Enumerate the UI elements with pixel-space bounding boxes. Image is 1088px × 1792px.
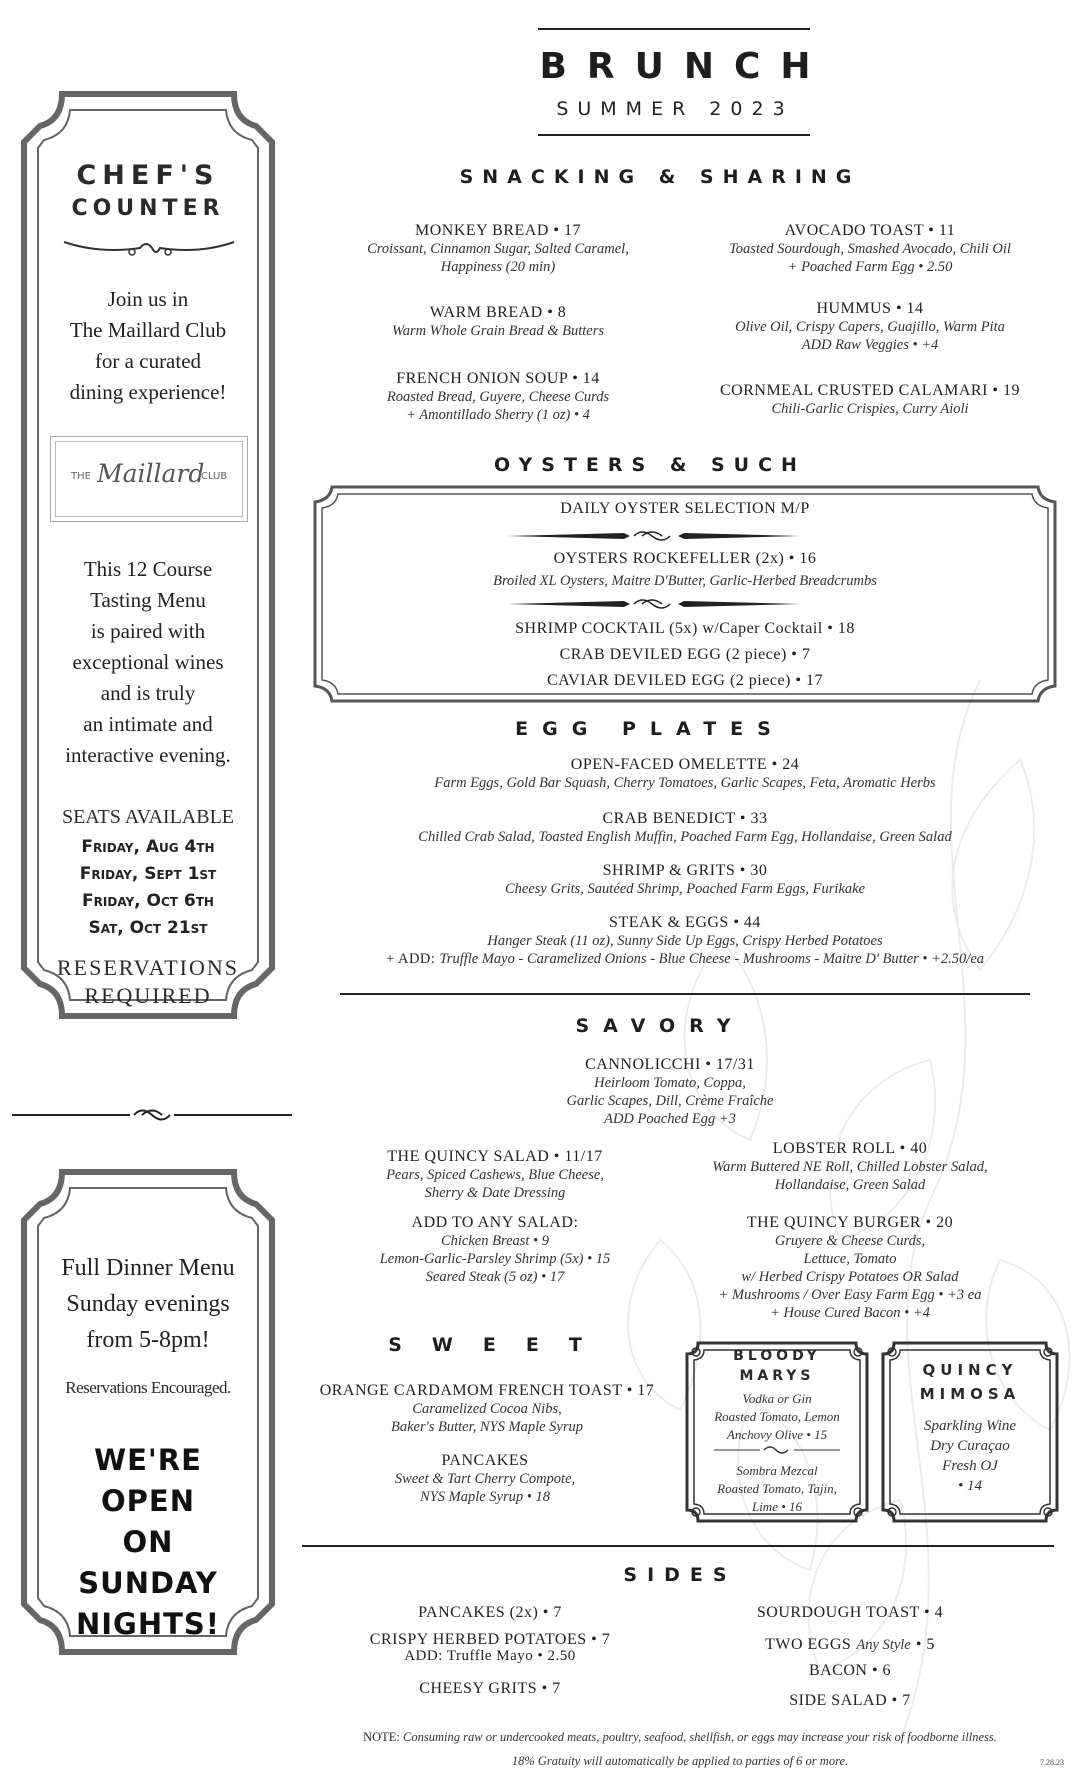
open-line: ON <box>122 1525 174 1559</box>
title-line: MARYS <box>739 1368 815 1384</box>
item-desc: Olive Oil, Crispy Capers, Guajillo, Warm Pita <box>735 319 1005 335</box>
oyster-divider-1 <box>504 528 804 544</box>
menu-item-french-toast <box>294 1382 680 1436</box>
logo-text-maillard: Maillard <box>97 459 205 488</box>
crab-deviled-egg: CRAB DEVILED EGG (2 piece) • 7 <box>559 646 811 663</box>
item-desc: w/ Herbed Crispy Potatoes OR Salad <box>741 1269 959 1285</box>
item-name: THE QUINCY SALAD • 11/17 <box>387 1148 603 1165</box>
item-desc: Heirloom Tomato, Coppa, <box>594 1075 746 1091</box>
side-cheesy-grits: CHEESY GRITS • 7 <box>419 1680 561 1697</box>
daily-oyster-selection: DAILY OYSTER SELECTION M/P <box>560 500 810 517</box>
section-heading-snacking: SNACKING & SHARING <box>459 166 861 188</box>
menu-item-monkey-bread <box>320 222 676 276</box>
chefs-counter-title-2: COUNTER <box>71 196 225 221</box>
chefs-counter-intro <box>40 284 256 408</box>
shrimp-cocktail: SHRIMP COCKTAIL (5x) w/Caper Cocktail • 18 <box>515 620 855 637</box>
item-desc: NYS Maple Syrup • 18 <box>420 1489 550 1505</box>
item-name: THE QUINCY BURGER • 20 <box>746 1214 954 1231</box>
menu-item-crab-benedict <box>310 810 1060 846</box>
drink-line: Vodka or Gin <box>742 1391 812 1406</box>
two-eggs-style: Any Style <box>856 1637 911 1653</box>
open-line: OPEN <box>101 1484 195 1518</box>
title-line: QUINCY <box>922 1361 1018 1379</box>
chefs-counter-description <box>40 554 256 771</box>
dinner-line: from 5-8pm! <box>86 1327 210 1353</box>
item-name: WARM BREAD • 8 <box>429 304 567 321</box>
menu-item-warm-bread <box>320 304 676 340</box>
item-desc: ADD Poached Egg +3 <box>604 1111 736 1127</box>
desc-line: is paired with <box>90 619 206 643</box>
item-name: MONKEY BREAD • 17 <box>415 222 581 239</box>
item-desc: Roasted Bread, Guyere, Cheese Curds <box>386 389 610 405</box>
item-desc: Caramelized Cocoa Nibs, <box>412 1401 562 1417</box>
chefs-counter-title-1: CHEF'S <box>76 160 220 191</box>
menu-item-steak-eggs <box>300 914 1070 968</box>
two-eggs-price: • 5 <box>915 1636 935 1653</box>
bloody-marys-title <box>690 1346 864 1386</box>
drink-line: Lime • 16 <box>751 1499 803 1514</box>
oysters-rockefeller-desc: Broiled XL Oysters, Maitre D'Butter, Garlic-Herbed Breadcrumbs <box>493 573 877 589</box>
quincy-mimosa-ingredients <box>886 1416 1054 1496</box>
side-two-eggs <box>700 1634 1000 1654</box>
item-desc: + Amontillado Sherry (1 oz) • 4 <box>406 407 590 423</box>
bloody-divider <box>712 1444 842 1456</box>
open-sunday-nights <box>40 1440 256 1645</box>
oyster-divider-2 <box>504 596 804 612</box>
desc-line: an intimate and <box>83 712 213 736</box>
item-name: CRAB BENEDICT • 33 <box>602 810 768 827</box>
item-desc: Warm Buttered NE Roll, Chilled Lobster Salad, <box>712 1159 988 1175</box>
item-desc: Cheesy Grits, Sautéed Shrimp, Poached Farm Eggs, Furikake <box>504 881 865 897</box>
seat-date: Friday, Sept 1st <box>79 864 217 884</box>
sides-top-rule <box>302 1545 1054 1547</box>
menu-item-pancakes <box>320 1452 650 1506</box>
item-desc: Lemon-Garlic-Parsley Shrimp (5x) • 15 <box>379 1251 611 1267</box>
item-name: SHRIMP & GRITS • 30 <box>602 862 768 879</box>
side-crispy-potatoes: CRISPY HERBED POTATOES • 7 <box>369 1631 611 1648</box>
item-desc: Farm Eggs, Gold Bar Squash, Cherry Tomatoes, Garlic Scapes, Feta, Aromatic Herbs <box>434 775 936 791</box>
section-heading-oysters: OYSTERS & SUCH <box>494 454 806 476</box>
menu-item-add-to-salad <box>320 1214 670 1286</box>
item-desc: Pears, Spiced Cashews, Blue Cheese, <box>386 1167 604 1183</box>
menu-item-french-onion-soup <box>320 370 676 424</box>
side-pancakes: PANCAKES (2x) • 7 <box>418 1604 562 1621</box>
item-desc: Hollandaise, Green Salad <box>774 1177 926 1193</box>
seat-dates <box>40 834 256 942</box>
intro-line: dining experience! <box>69 380 227 404</box>
page-subtitle: SUMMER 2023 <box>556 98 794 120</box>
note-text: Consuming raw or undercooked meats, poultry, seafood, shellfish, or eggs may increase your risk of foodborne illness. <box>403 1730 997 1744</box>
item-desc: + House Cured Bacon • +4 <box>770 1305 930 1321</box>
quincy-mimosa-title <box>886 1358 1054 1406</box>
seats-available-label: SEATS AVAILABLE <box>61 806 235 828</box>
left-divider-ornament <box>10 1104 294 1126</box>
title-line: BLOODY <box>733 1348 821 1364</box>
item-desc: + Mushrooms / Over Easy Farm Egg • +3 ea <box>718 1287 982 1303</box>
desc-line: and is truly <box>100 681 196 705</box>
dinner-menu-text <box>40 1250 256 1358</box>
item-name: HUMMUS • 14 <box>816 300 924 317</box>
menu-item-avocado-toast <box>690 222 1050 276</box>
section-heading-sides: SIDES <box>623 1564 737 1586</box>
item-desc: Sweet & Tart Cherry Compote, <box>394 1471 576 1487</box>
logo-text-club: CLUB <box>201 471 228 482</box>
seat-date: Sat, Oct 21st <box>88 918 208 938</box>
item-desc: Happiness (20 min) <box>440 259 556 275</box>
side-truffle-mayo: ADD: Truffle Mayo • 2.50 <box>404 1648 576 1664</box>
seat-date: Friday, Oct 6th <box>82 891 214 911</box>
item-desc: Seared Steak (5 oz) • 17 <box>425 1269 565 1285</box>
gratuity-note: 18% Gratuity will automatically be applied to parties of 6 or more. <box>511 1754 849 1768</box>
menu-item-calamari <box>690 382 1050 418</box>
item-desc: ADD Raw Veggies • +4 <box>801 337 939 353</box>
reservations-required <box>40 954 256 1010</box>
addon-list: Truffle Mayo - Caramelized Onions - Blue Cheese - Mushrooms - Maitre D' Butter • +2.50/ea <box>439 951 985 967</box>
menu-item-shrimp-grits <box>310 862 1060 898</box>
header-bottom-rule <box>538 134 810 136</box>
intro-line: for a curated <box>94 349 202 373</box>
bloody-marys-vodka <box>690 1390 864 1444</box>
side-sourdough-toast: SOURDOUGH TOAST • 4 <box>756 1604 944 1621</box>
drink-line: • 14 <box>957 1478 982 1494</box>
item-name: STEAK & EGGS • 44 <box>609 914 761 931</box>
intro-line: Join us in <box>107 287 189 311</box>
item-desc: Sherry & Date Dressing <box>424 1185 566 1201</box>
section-heading-egg-plates: EGG PLATES <box>515 718 785 740</box>
note-prefix: NOTE: <box>363 1730 404 1744</box>
menu-item-cannolicchi <box>470 1056 870 1128</box>
side-bacon: BACON • 6 <box>808 1662 892 1679</box>
item-name: CANNOLICCHI • 17/31 <box>585 1056 755 1073</box>
item-name: AVOCADO TOAST • 11 <box>784 222 956 239</box>
menu-date: 7.28.23 <box>1040 1758 1064 1767</box>
open-line: WE'RE <box>94 1443 202 1477</box>
desc-line: exceptional wines <box>72 650 224 674</box>
item-desc: Chilled Crab Salad, Toasted English Muffin, Poached Farm Egg, Hollandaise, Green Salad <box>418 829 952 845</box>
item-name: CORNMEAL CRUSTED CALAMARI • 19 <box>719 382 1021 399</box>
drink-line: Roasted Tomato, Lemon <box>714 1409 840 1424</box>
drink-line: Roasted Tomato, Tajin, <box>717 1481 837 1496</box>
item-desc: Lettuce, Tomato <box>803 1251 897 1267</box>
reservations-encouraged: Reservations Encouraged. <box>65 1378 231 1397</box>
desc-line: This 12 Course <box>83 557 213 581</box>
menu-item-lobster-roll <box>650 1140 1050 1194</box>
item-desc: Garlic Scapes, Dill, Crème Fraîche <box>566 1093 774 1109</box>
drink-line: Sombra Mezcal <box>736 1463 818 1478</box>
drink-line: Fresh OJ <box>942 1458 998 1474</box>
reservations-line: REQUIRED <box>84 983 212 1008</box>
menu-item-omelette <box>310 756 1060 792</box>
item-name: FRENCH ONION SOUP • 14 <box>396 370 600 387</box>
seat-date: Friday, Aug 4th <box>81 837 215 857</box>
title-line: MIMOSA <box>919 1385 1021 1403</box>
section-heading-sweet: SWEET <box>388 1334 612 1356</box>
menu-item-hummus <box>690 300 1050 354</box>
item-name: OPEN-FACED OMELETTE • 24 <box>570 756 800 773</box>
logo-text-the: THE <box>71 471 91 482</box>
item-name: LOBSTER ROLL • 40 <box>772 1140 928 1157</box>
item-name: PANCAKES <box>441 1452 529 1469</box>
two-eggs-name: TWO EGGS <box>765 1636 852 1653</box>
dinner-line: Sunday evenings <box>66 1291 230 1317</box>
header-top-rule <box>538 28 810 30</box>
drink-line: Anchovy Olive • 15 <box>726 1427 828 1442</box>
desc-line: Tasting Menu <box>90 588 206 612</box>
reservations-line: RESERVATIONS <box>57 955 239 980</box>
open-line: SUNDAY <box>78 1566 218 1600</box>
desc-line: interactive evening. <box>65 743 231 767</box>
menu-item-quincy-burger <box>650 1214 1050 1322</box>
bloody-marys-mezcal <box>690 1462 864 1516</box>
item-desc: Chicken Breast • 9 <box>440 1233 550 1249</box>
open-line: NIGHTS! <box>75 1607 221 1641</box>
savory-top-rule <box>340 993 1030 995</box>
dinner-line: Full Dinner Menu <box>61 1255 235 1281</box>
drink-line: Sparkling Wine <box>923 1418 1017 1434</box>
foodborne-illness-note <box>290 1728 1070 1746</box>
item-desc: Chili-Garlic Crispies, Curry Aioli <box>771 401 969 417</box>
maillard-club-logo <box>50 436 248 522</box>
section-heading-savory: SAVORY <box>575 1015 745 1037</box>
caviar-deviled-egg: CAVIAR DEVILED EGG (2 piece) • 17 <box>547 672 823 689</box>
steak-addons <box>300 950 1070 968</box>
item-desc: + Poached Farm Egg • 2.50 <box>787 259 953 275</box>
addon-prefix: + ADD: <box>385 951 440 967</box>
item-desc: Hanger Steak (11 oz), Sunny Side Up Eggs, Crispy Herbed Potatoes <box>487 933 883 949</box>
item-name: ORANGE CARDAMOM FRENCH TOAST • 17 <box>319 1382 655 1399</box>
drink-line: Dry Curaçao <box>930 1438 1010 1454</box>
page-title: BRUNCH <box>539 46 831 87</box>
side-salad: SIDE SALAD • 7 <box>789 1692 911 1709</box>
item-desc: Baker's Butter, NYS Maple Syrup <box>391 1419 583 1435</box>
intro-line: The Maillard Club <box>69 318 227 342</box>
flourish-ornament <box>60 236 238 260</box>
item-desc: Gruyere & Cheese Curds, <box>774 1233 926 1249</box>
item-desc: Warm Whole Grain Bread & Butters <box>392 323 604 339</box>
item-name: ADD TO ANY SALAD: <box>411 1214 579 1231</box>
oysters-rockefeller: OYSTERS ROCKEFELLER (2x) • 16 <box>553 550 817 567</box>
item-desc: Croissant, Cinnamon Sugar, Salted Caramel, <box>367 241 629 257</box>
menu-item-quincy-salad <box>320 1148 670 1202</box>
item-desc: Toasted Sourdough, Smashed Avocado, Chili Oil <box>729 241 1011 257</box>
